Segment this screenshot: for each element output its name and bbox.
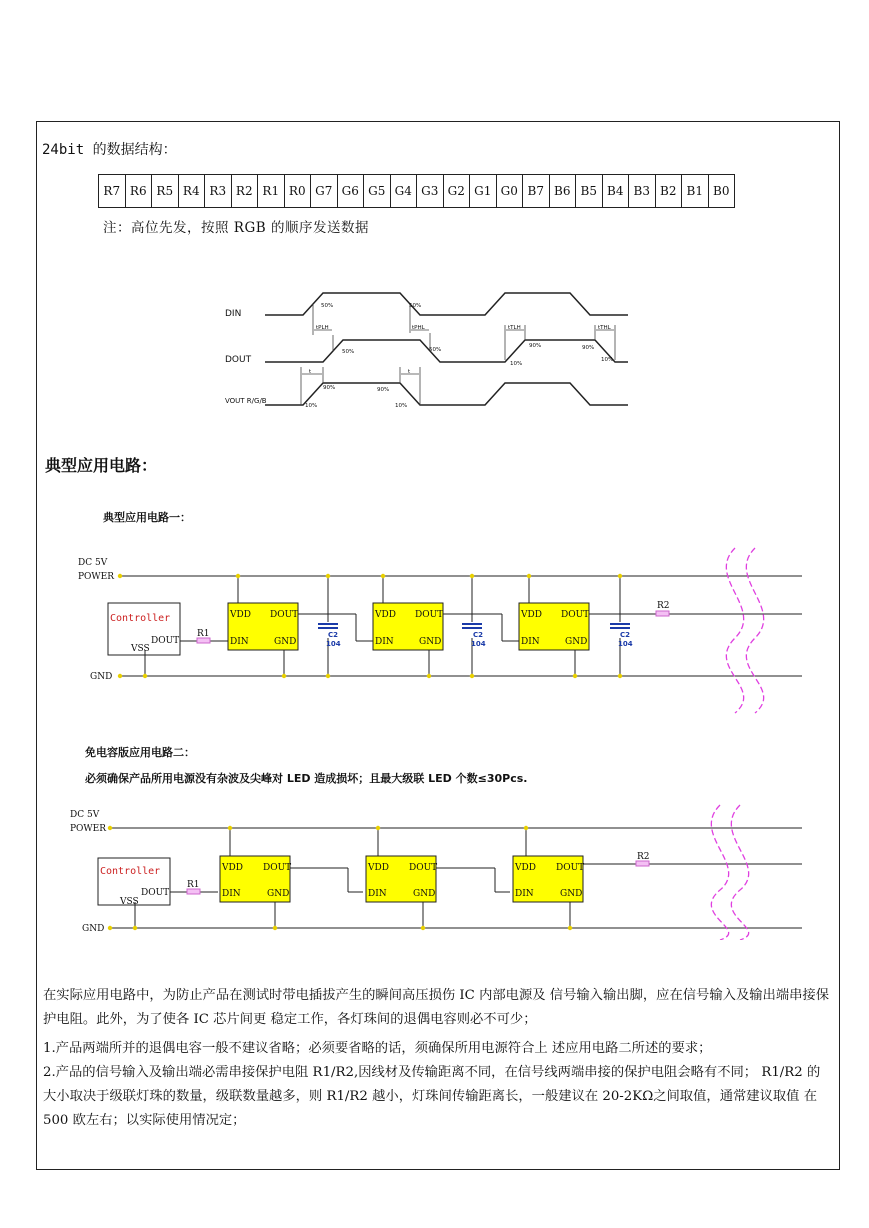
dout-label: DOUT (225, 355, 252, 365)
bit-cell: R2 (231, 175, 258, 208)
c2-dc-label: DC 5V (70, 810, 100, 820)
c1-chip1-din: DIN (230, 637, 249, 647)
c2-chip1-dout: DOUT (263, 863, 292, 873)
tthl-label: tTHL (598, 325, 611, 331)
section-title: 典型应用电路： (45, 456, 158, 475)
tplh-label: tPLH (316, 325, 329, 331)
c2-gnd-label: GND (82, 924, 105, 934)
din-label: DIN (225, 309, 242, 319)
c2-chip3-vdd: VDD (515, 863, 536, 873)
bit-cell: G4 (390, 175, 417, 208)
din-waveform (265, 293, 628, 315)
bit-structure-label: 24bit 的数据结构： (42, 142, 177, 158)
ttlh-label: tTLH (508, 325, 521, 331)
paragraph-protection-resistor: 2.产品的信号输入及输出端必需串接保护电阻 R1/R2,因线材及传输距离不同，在信号线两端串接的保护电阻会略有不同； R1/R2 的大小取决于级联灯珠的数量，级联数量越多，则 R1/R2 越小，灯珠间传输距离长，一般建议在 20-2KΩ之间取值，通常建议取值 在 500 欧左右；以实际使用情况定； (43, 1065, 821, 1128)
c2-chip1-din: DIN (222, 889, 241, 899)
c2-chip3-dout: DOUT (556, 863, 585, 873)
circuit1-title: 典型应用电路一： (103, 511, 191, 524)
resistor-r2 (656, 611, 669, 616)
vout-90-label-2: 90% (377, 387, 390, 393)
c1-chip3-dout: DOUT (561, 610, 590, 620)
c1-r2-label: R2 (657, 601, 670, 611)
dout-50-label: 50% (342, 349, 355, 355)
bit-cell: B2 (655, 175, 682, 208)
c2-chip3-gnd: GND (560, 889, 583, 899)
bit-cell: G2 (443, 175, 470, 208)
c1-gnd-label: GND (90, 672, 113, 682)
c1-chip3-din: DIN (521, 637, 540, 647)
c2-chip3-din: DIN (515, 889, 534, 899)
tphl-label: tPHL (412, 325, 425, 331)
c2-power-label: POWER (70, 824, 107, 834)
dout-90-label-2: 90% (582, 345, 595, 351)
vout-10-label-2: 10% (395, 403, 408, 409)
bit-cell: G1 (470, 175, 497, 208)
c2-r1-label: R1 (187, 880, 200, 890)
c1-power-label: POWER (78, 572, 115, 582)
c1-cap3-value: 104 (618, 640, 633, 648)
vout-waveform (265, 383, 628, 405)
c1-chip2-gnd: GND (419, 637, 442, 647)
bit-cell: G5 (364, 175, 391, 208)
bit-cell: B0 (708, 175, 735, 208)
c2-chip2-din: DIN (368, 889, 387, 899)
bit-table (98, 174, 735, 208)
c1-chip1-vdd: VDD (230, 610, 251, 620)
c1-r1-label: R1 (197, 629, 210, 639)
dout-10-label-2: 10% (601, 357, 614, 363)
circuit2-note: 必须确保产品所用电源没有杂波及尖峰对 LED 造成损坏；且最大级联 LED 个数≤30Pcs. (85, 772, 528, 785)
c1-chip3-gnd: GND (565, 637, 588, 647)
dout-90-label: 90% (529, 343, 542, 349)
c1-chip3-vdd: VDD (521, 610, 542, 620)
dout-waveform (265, 340, 628, 362)
bit-cell: G6 (337, 175, 364, 208)
dout-50-label-2: 50% (429, 347, 442, 353)
bit-cell: B1 (682, 175, 709, 208)
c2-chip2-gnd: GND (413, 889, 436, 899)
bit-cell: R3 (205, 175, 232, 208)
c1-controller-dout: DOUT (151, 636, 180, 646)
vout-t-label-2: t (408, 369, 411, 375)
c1-controller-vss: VSS (131, 644, 150, 654)
circuit2-title: 免电容版应用电路二： (85, 746, 195, 759)
dout-10-label: 10% (510, 361, 523, 367)
c2-chip2-vdd: VDD (368, 863, 389, 873)
bit-cell: B7 (523, 175, 550, 208)
din-50-label: 50% (321, 303, 334, 309)
bit-cell: G3 (417, 175, 444, 208)
c1-chip2-din: DIN (375, 637, 394, 647)
bit-cell: B3 (629, 175, 656, 208)
paragraph-protection-intro: 在实际应用电路中，为防止产品在测试时带电插拔产生的瞬间高压损伤 IC 内部电源及 信号输入输出脚，应在信号输入及输出端串接保护电阻。此外，为了使各 IC 芯片间更 稳定工作，各灯珠间的退偶电容则必不可少； (43, 988, 830, 1027)
c2-controller-label: Controller (100, 866, 161, 877)
c1-chip1-dout: DOUT (270, 610, 299, 620)
din-50-label-2: 50% (409, 303, 422, 309)
bit-cell: R1 (258, 175, 285, 208)
paragraph-decoupling-cap: 1.产品两端所并的退偶电容一般不建议省略；必须要省略的话，须确保所用电源符合上 述应用电路二所述的要求； (43, 1041, 712, 1056)
bit-cell: R6 (125, 175, 152, 208)
bit-cell: R4 (178, 175, 205, 208)
line-break-wave (726, 548, 763, 713)
c1-cap3-name: C2 (620, 631, 631, 639)
c1-chip1-gnd: GND (274, 637, 297, 647)
circuit2-diagram (60, 800, 810, 940)
c1-cap1-value: 104 (326, 640, 341, 648)
timing-diagram (225, 285, 635, 410)
vout-label: VOUT R/G/B (225, 397, 267, 405)
vout-t-label: t (309, 369, 312, 375)
bit-cell: B4 (602, 175, 629, 208)
bit-cell: R5 (152, 175, 179, 208)
circuit1-diagram (60, 538, 810, 718)
bit-row (99, 175, 735, 208)
c1-cap2-value: 104 (471, 640, 486, 648)
bit-cell: B6 (549, 175, 576, 208)
c2-r2-label: R2 (637, 852, 650, 862)
c2-controller-vss: VSS (120, 897, 139, 907)
c2-chip2-dout: DOUT (409, 863, 438, 873)
bit-cell: G7 (311, 175, 338, 208)
c1-cap2-name: C2 (473, 631, 484, 639)
c1-cap1-name: C2 (328, 631, 339, 639)
bit-cell: B5 (576, 175, 603, 208)
c1-chip2-vdd: VDD (375, 610, 396, 620)
c1-dc-label: DC 5V (78, 558, 108, 568)
c2-chip1-vdd: VDD (222, 863, 243, 873)
vout-90-label: 90% (323, 385, 336, 391)
bit-cell: R7 (99, 175, 126, 208)
bit-order-note: 注：高位先发，按照 RGB 的顺序发送数据 (103, 220, 369, 236)
c2-line-break-wave (711, 805, 748, 940)
c1-chip2-dout: DOUT (415, 610, 444, 620)
c1-controller-label: Controller (110, 613, 171, 624)
c2-controller-dout: DOUT (141, 888, 170, 898)
c2-chip1-gnd: GND (267, 889, 290, 899)
vout-10-label: 10% (305, 403, 318, 409)
bit-cell: R0 (284, 175, 311, 208)
bit-cell: G0 (496, 175, 523, 208)
